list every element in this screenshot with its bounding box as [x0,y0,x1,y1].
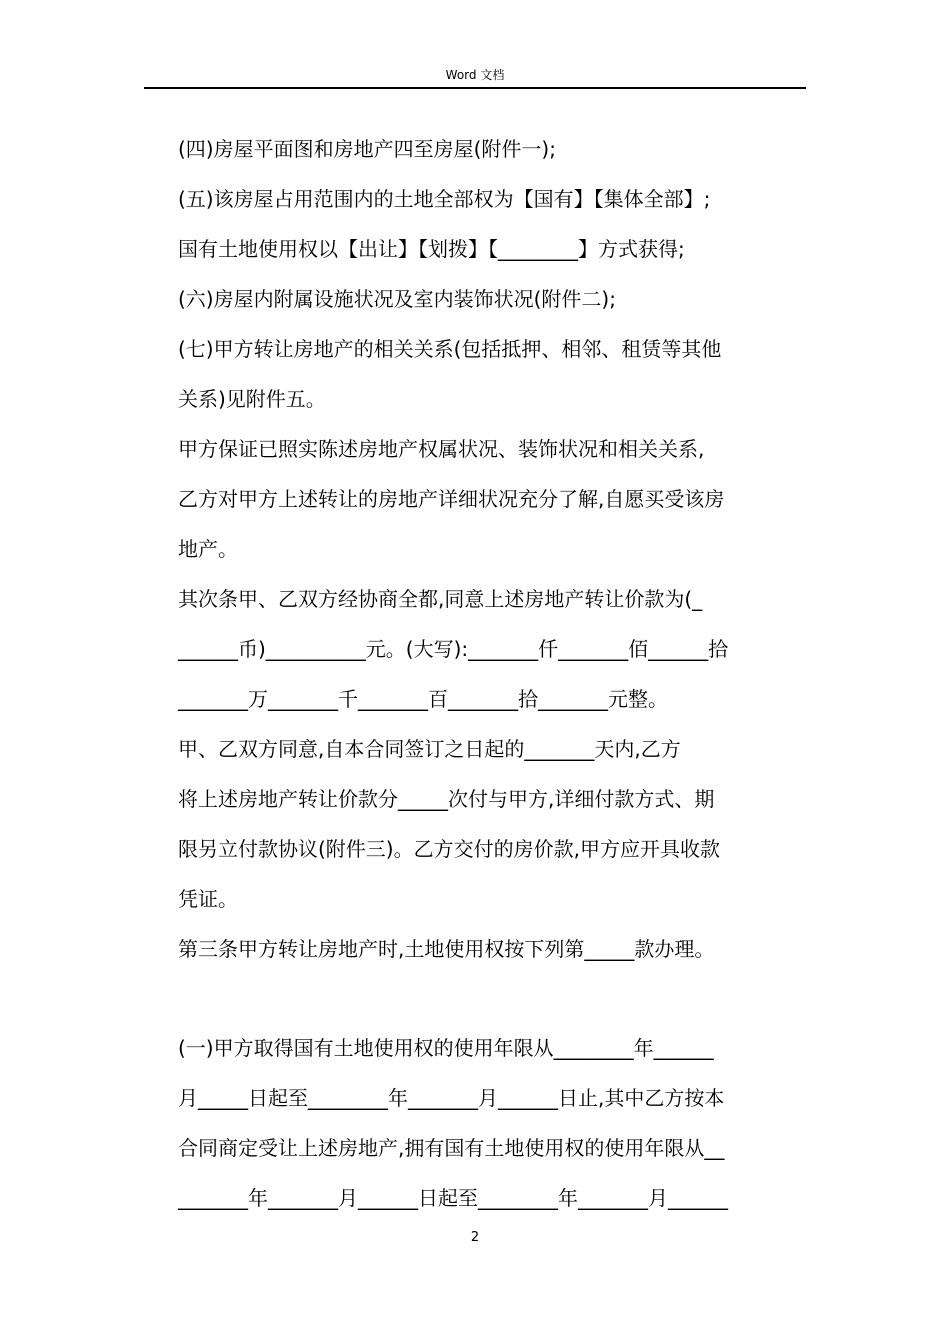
text-line: (四)房屋平面图和房地产四至房屋(附件一); [178,137,556,161]
text-line: (五)该房屋占用范围内的土地全部权为【国有】【集体全部】; [178,187,711,211]
text-line: 合同商定受让上述房地产,拥有国有土地使用权的使用年限从__ [178,1136,725,1160]
text-line: 限另立付款协议(附件三)。乙方交付的房价款,甲方应开具收款 [178,837,720,861]
text-line: 其次条甲、乙双方经协商全都,同意上述房地产转让价款为(_ [178,587,703,611]
text-line: 地产。 [178,537,238,561]
text-line: ______币)__________元。(大写):_______仟_______佰______拾 [178,637,729,661]
text-line: 乙方对甲方上述转让的房地产详细状况充分了解,自愿买受该房 [178,487,725,511]
text-line: 关系)见附件五。 [178,387,326,411]
text-line: (六)房屋内附属设施状况及室内装饰状况(附件二); [178,287,616,311]
text-line: 凭证。 [178,887,238,911]
text-line: 月_____日起至________年_______月______日止,其中乙方按本 [178,1086,725,1110]
blank-line [178,974,802,1023]
text-line: 甲方保证已照实陈述房地产权属状况、装饰状况和相关关系, [178,437,705,461]
text-line: _______万_______千_______百_______拾_______元整。 [178,687,668,711]
page-header-title: Word 文档 [445,68,505,82]
text-line: (七)甲方转让房地产的相关关系(包括抵押、相邻、租赁等其他 [178,337,722,361]
text-line: 国有土地使用权以【出让】【划拨】【________】方式获得; [178,237,685,261]
text-line: 第三条甲方转让房地产时,土地使用权按下列第_____款办理。 [178,937,715,961]
text-line: 将上述房地产转让价款分_____次付与甲方,详细付款方式、期 [178,787,715,811]
text-line: 甲、乙双方同意,自本合同签订之日起的_______天内,乙方 [178,737,681,761]
page-number: 2 [470,1230,480,1245]
header-divider [144,87,806,89]
text-line: (一)甲方取得国有土地使用权的使用年限从________年______ [178,1036,714,1060]
document-body [178,124,802,1223]
text-line: _______年_______月______日起至________年_______月______ [178,1186,728,1210]
